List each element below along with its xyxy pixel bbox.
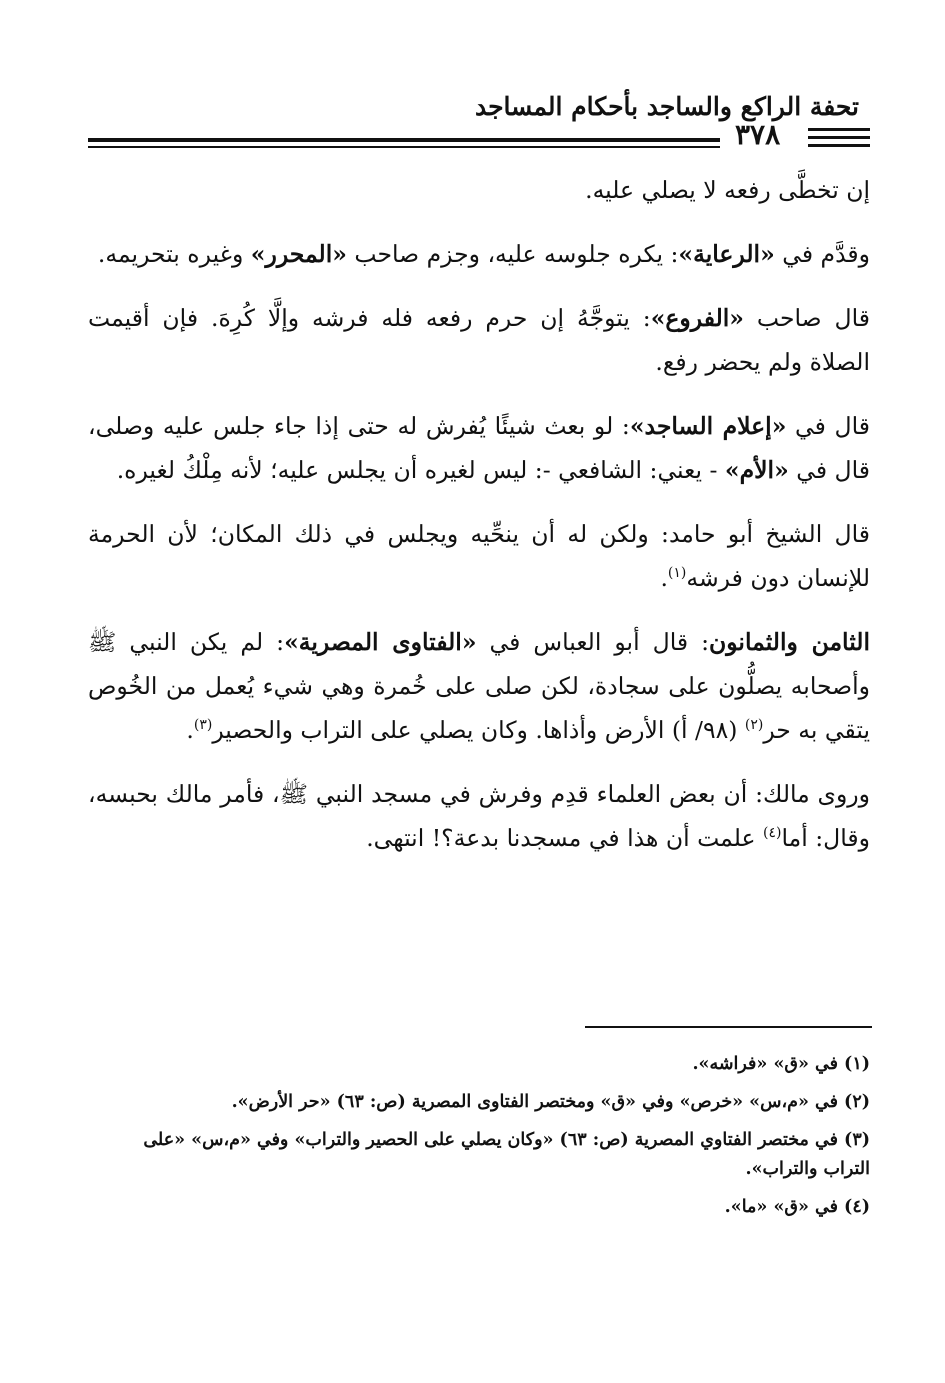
text-run: إن تخطَّى رفعه لا يصلي عليه.	[585, 176, 870, 204]
paragraph-3	[88, 296, 870, 384]
page-number: ٣٧٨	[735, 118, 781, 151]
text-run: قال في	[786, 412, 871, 440]
text-run: وروى مالك: أن بعض العلماء قدِم وفرش في مسجد النبي ﷺ، فأمر مالك بحبسه، وقال: أما	[88, 780, 870, 852]
header-rule-right-3	[808, 144, 870, 147]
footnote-1: (١) في «ق» «فراشه».	[692, 1054, 870, 1074]
header-rule-right-2	[808, 136, 870, 139]
footnote-2: (٢) في «م،س» «خرص» وفي «ق» ومختصر الفتاوى المصرية (ص: ٦٣) «حر الأرض».	[231, 1092, 870, 1112]
book-title: «الفتاوى المصرية»	[284, 628, 477, 656]
paragraph-2	[88, 232, 870, 276]
paragraph-1	[88, 168, 870, 212]
text-run: .	[660, 564, 668, 592]
text-run: - يعني: الشافعي -: ليس لغيره أن يجلس عليه؛ لأنه مِلْكُ لغيره.	[116, 456, 725, 484]
book-title: «الفروع»	[650, 304, 744, 332]
text-run: قال الشيخ أبو حامد: ولكن له أن ينحِّيه ويجلس في ذلك المكان؛ لأن الحرمة للإنسان دون فرشه	[88, 520, 870, 592]
running-title: تحفة الراكع والساجد بأحكام المساجد	[474, 92, 859, 121]
footnote-ref: (٣)	[193, 717, 213, 734]
text-run: وقدَّم في	[774, 240, 870, 268]
book-title: «الأم»	[724, 456, 789, 484]
footnote-3: (٣) في مختصر الفتاوي المصرية (ص: ٦٣) «وكان يصلي على الحصير والتراب» وفي «م،س» «على التراب والتراب».	[143, 1130, 870, 1179]
paragraph-6	[88, 620, 870, 752]
text-run: .	[186, 716, 194, 744]
text-run: : قال أبو العباس في	[476, 628, 710, 656]
text-run: : يكره جلوسه عليه، وجزم صاحب	[346, 240, 679, 268]
text-run: : لو بعث شيئًا يُفرش له حتى إذا جاء جلس عليه وصلى، قال في	[88, 412, 870, 484]
text-run: (٩٨/ أ) الأرض وأذاها. وكان يصلي على التراب والحصير	[212, 716, 745, 744]
footnote-separator	[585, 1026, 872, 1028]
header-rule-thick	[88, 138, 720, 142]
paragraph-5	[88, 512, 870, 600]
footnote-ref: (١)	[667, 565, 687, 582]
main-text	[88, 168, 870, 880]
footnotes	[100, 1050, 870, 1231]
header-rule-thin	[88, 146, 720, 148]
text-run: : يتوجَّهُ إن حرم رفعه فله فرشه وإلَّا كُرِهَ. فإن أقيمت الصلاة ولم يحضر رفع.	[88, 304, 870, 376]
text-run: : لم يكن النبي ﷺ وأصحابه يصلُّون على سجادة، لكن صلى على خُمرة وهي شيء يُعمل من الخُوص يتقي به حر	[88, 628, 870, 744]
paragraph-7	[88, 772, 870, 860]
footnote-ref: (٢)	[744, 717, 764, 734]
footnote-ref: (٤)	[763, 825, 782, 842]
text-run: وغيره بتحريمه.	[97, 240, 251, 268]
header-rule-right-1	[808, 128, 870, 131]
text-run: علمت أن هذا في مسجدنا بدعة؟! انتهى.	[366, 824, 764, 852]
text-run: قال صاحب	[744, 304, 870, 332]
book-title: «الرعاية»	[678, 240, 775, 268]
footnote-4: (٤) في «ق» «ما».	[724, 1197, 870, 1217]
book-title: «إعلام الساجد»	[629, 412, 787, 440]
book-title: «المحرر»	[250, 240, 347, 268]
paragraph-4	[88, 404, 870, 492]
section-heading: الثامن والثمانون	[709, 628, 870, 656]
